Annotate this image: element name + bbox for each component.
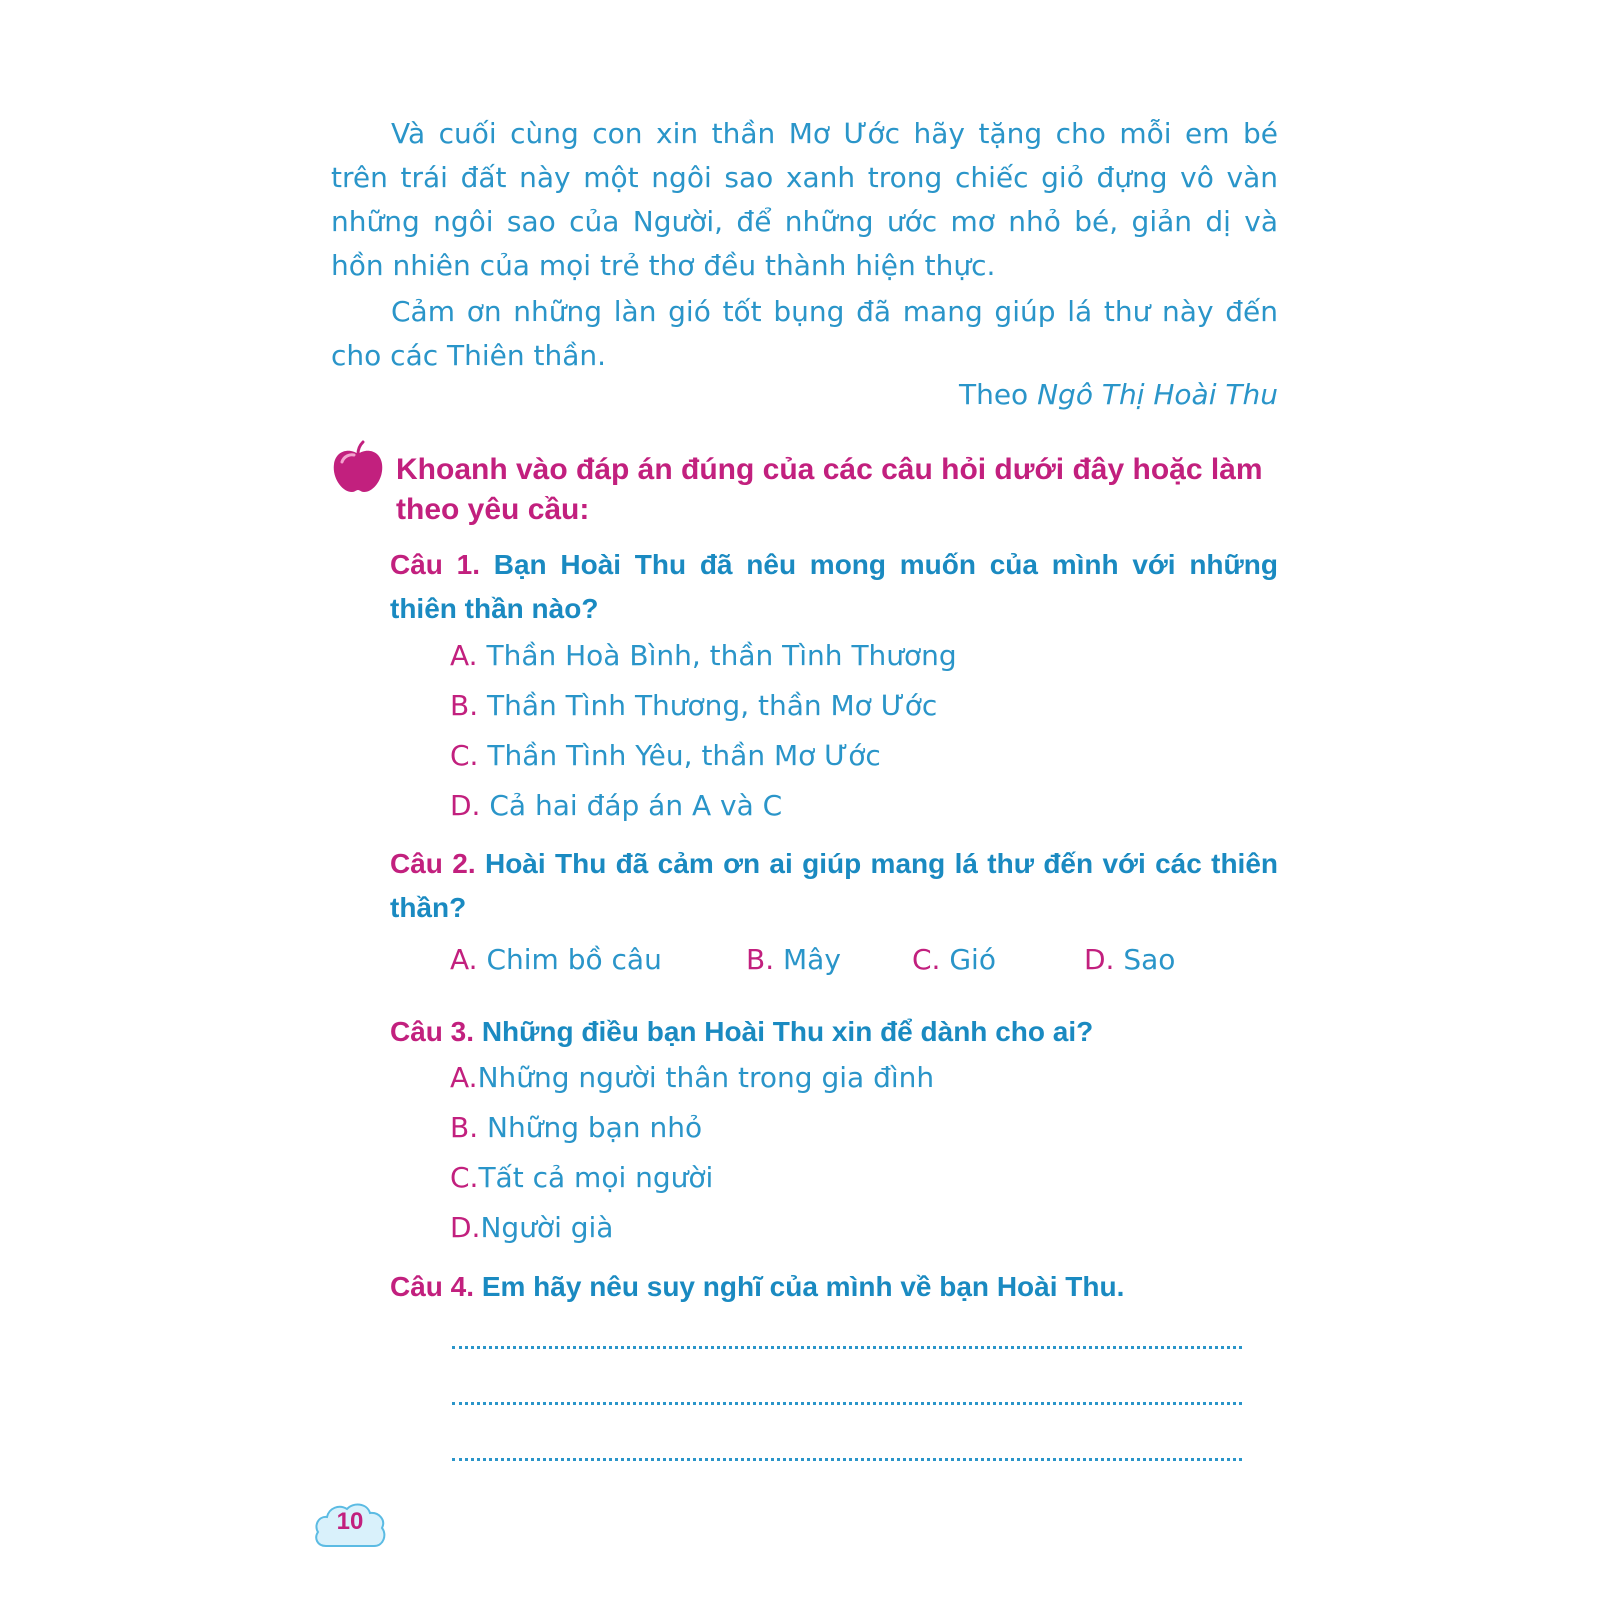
instruction-heading: Khoanh vào đáp án đúng của các câu hỏi dưới đây hoặc làm theo yêu cầu: xyxy=(396,453,1263,526)
question-2 xyxy=(390,842,1278,930)
question-2-option-d[interactable] xyxy=(1084,940,1175,980)
credit-prefix: Theo xyxy=(958,378,1029,411)
question-3-option-c[interactable] xyxy=(450,1158,713,1198)
option-text: Thần Hoà Bình, thần Tình Thương xyxy=(486,639,957,672)
answer-line-1[interactable] xyxy=(452,1346,1242,1349)
option-letter: C. xyxy=(450,1161,479,1194)
option-text: Những bạn nhỏ xyxy=(487,1111,703,1144)
page-number: 10 xyxy=(336,1508,364,1535)
question-1-option-b[interactable] xyxy=(450,686,937,726)
question-2-text: Hoài Thu đã cảm ơn ai giúp mang lá thư đến với các thiên thần? xyxy=(390,848,1279,923)
option-text: Gió xyxy=(949,943,996,976)
passage-credit xyxy=(959,378,1278,411)
question-4-label: Câu 4. xyxy=(390,1271,475,1302)
question-3-option-a[interactable] xyxy=(450,1058,934,1098)
answer-line-2[interactable] xyxy=(452,1402,1242,1405)
question-3-option-b[interactable] xyxy=(450,1108,702,1148)
question-2-option-b[interactable] xyxy=(746,940,841,980)
apple-icon xyxy=(330,440,386,496)
option-text: Mây xyxy=(783,943,841,976)
option-text: Sao xyxy=(1123,943,1176,976)
question-4-text: Em hãy nêu suy nghĩ của mình về bạn Hoài Thu. xyxy=(481,1271,1125,1302)
answer-line-3[interactable] xyxy=(452,1458,1242,1461)
question-2-option-a[interactable] xyxy=(450,940,662,980)
option-letter: D. xyxy=(450,1211,481,1244)
option-letter: B. xyxy=(746,943,775,976)
author-name: Ngô Thị Hoài Thu xyxy=(1037,378,1278,411)
question-1-option-a[interactable] xyxy=(450,636,957,676)
option-letter: C. xyxy=(450,739,479,772)
option-text: Tất cả mọi người xyxy=(478,1161,714,1194)
question-3-text: Những điều bạn Hoài Thu xin để dành cho ai? xyxy=(481,1016,1094,1047)
option-text: Cả hai đáp án A và C xyxy=(489,789,783,822)
passage-paragraph-2-text: Cảm ơn những làn gió tốt bụng đã mang giúp lá thư này đến cho các Thiên thần. xyxy=(331,295,1278,372)
question-1-label: Câu 1. xyxy=(390,549,480,580)
question-1 xyxy=(390,543,1278,631)
question-2-label: Câu 2. xyxy=(390,848,476,879)
option-letter: C. xyxy=(912,943,941,976)
question-1-option-d[interactable] xyxy=(450,786,782,826)
option-letter: B. xyxy=(450,1111,479,1144)
question-3 xyxy=(390,1010,1278,1054)
question-3-label: Câu 3. xyxy=(390,1016,475,1047)
option-text: Thần Tình Thương, thần Mơ Ước xyxy=(487,689,938,722)
question-1-option-c[interactable] xyxy=(450,736,881,776)
option-text: Người già xyxy=(480,1211,614,1244)
option-letter: A. xyxy=(450,639,478,672)
passage-paragraph-1-text: Và cuối cùng con xin thần Mơ Ước hãy tặng cho mỗi em bé trên trái đất này một ngôi sao xanh trong chiếc giỏ đựng vô vàn những ngôi sao của Người, để những ước mơ nhỏ bé, giản dị và hồn nhiên của mọi trẻ thơ đều thành hiện thực. xyxy=(331,117,1278,282)
option-text: Chim bồ câu xyxy=(486,943,662,976)
question-3-option-d[interactable] xyxy=(450,1208,613,1248)
question-1-text: Bạn Hoài Thu đã nêu mong muốn của mình với những thiên thần nào? xyxy=(390,549,1279,624)
option-letter: D. xyxy=(450,789,481,822)
option-letter: D. xyxy=(1084,943,1115,976)
option-letter: A. xyxy=(450,943,478,976)
option-text: Những người thân trong gia đình xyxy=(477,1061,935,1094)
question-4 xyxy=(390,1265,1278,1309)
option-text: Thần Tình Yêu, thần Mơ Ước xyxy=(487,739,881,772)
question-2-option-c[interactable] xyxy=(912,940,996,980)
passage-paragraph-2 xyxy=(331,290,1278,378)
passage-paragraph-1 xyxy=(331,112,1278,288)
option-letter: A. xyxy=(450,1061,478,1094)
option-letter: B. xyxy=(450,689,479,722)
